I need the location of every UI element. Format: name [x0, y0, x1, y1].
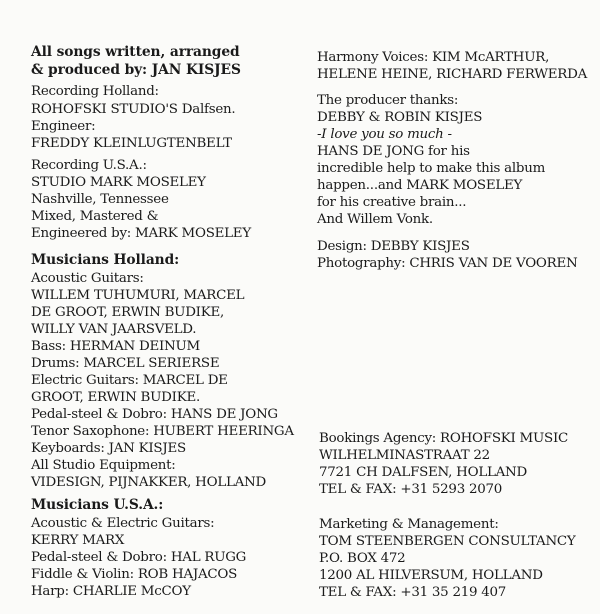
text-line: Bass: HERMAN DEINUM	[31, 339, 200, 354]
text-line: All Studio Equipment:	[31, 458, 176, 473]
text-line: DE GROOT, ERWIN BUDIKE,	[31, 305, 225, 320]
text-line: DEBBY & ROBIN KISJES	[317, 110, 483, 125]
text-line: incredible help to make this album	[317, 161, 546, 176]
text-line: Engineer:	[31, 119, 96, 134]
text-line: Photography: CHRIS VAN DE VOOREN	[317, 256, 578, 271]
text-line: 1200 AL HILVERSUM, HOLLAND	[319, 568, 543, 583]
text-line: Pedal-steel & Dobro: HANS DE JONG	[31, 407, 278, 422]
text-line: Design: DEBBY KISJES	[317, 239, 470, 254]
text-line: for his creative brain...	[317, 195, 467, 210]
text-line: All songs written, arranged	[31, 44, 240, 60]
text-line: Fiddle & Violin: ROB HAJACOS	[31, 567, 238, 582]
text-line: Bookings Agency: ROHOFSKI MUSIC	[319, 431, 568, 446]
text-line: Marketing & Management:	[319, 517, 499, 532]
text-line: WILLEM TUHUMURI, MARCEL	[31, 288, 245, 303]
text-line: Nashville, Tennessee	[31, 192, 169, 207]
text-line: HANS DE JONG for his	[317, 144, 470, 159]
text-line: STUDIO MARK MOSELEY	[31, 175, 206, 190]
text-line: Harp: CHARLIE McCOY	[31, 584, 191, 599]
text-line: GROOT, ERWIN BUDIKE.	[31, 390, 200, 405]
text-line: 7721 CH DALFSEN, HOLLAND	[319, 465, 527, 480]
text-line: TEL & FAX: +31 35 219 407	[319, 585, 507, 600]
musicians-usa-heading: Musicians U.S.A.:	[31, 497, 164, 513]
text-line: WILLY VAN JAARSVELD.	[31, 322, 197, 337]
text-line: Tenor Saxophone: HUBERT HEERINGA	[31, 424, 294, 439]
text-line: And Willem Vonk.	[317, 212, 433, 227]
text-line: Acoustic Guitars:	[31, 271, 144, 286]
text-line: FREDDY KLEINLUGTENBELT	[31, 136, 232, 151]
text-line: Acoustic & Electric Guitars:	[31, 516, 215, 531]
text-line: & produced by: JAN KISJES	[31, 62, 241, 78]
text-line: Engineered by: MARK MOSELEY	[31, 226, 251, 241]
text-line: Pedal-steel & Dobro: HAL RUGG	[31, 550, 247, 565]
text-line: ROHOFSKI STUDIO'S Dalfsen.	[31, 102, 236, 117]
text-line: P.O. BOX 472	[319, 551, 406, 566]
text-line: Mixed, Mastered &	[31, 209, 159, 224]
text-line: happen...and MARK MOSELEY	[317, 178, 523, 193]
text-line: TOM STEENBERGEN CONSULTANCY	[319, 534, 576, 549]
text-line: Keyboards: JAN KISJES	[31, 441, 186, 456]
text-line: Recording U.S.A.:	[31, 158, 147, 173]
musicians-holland-heading: Musicians Holland:	[31, 252, 180, 268]
text-line: Recording Holland:	[31, 84, 159, 99]
text-line: WILHELMINASTRAAT 22	[319, 448, 490, 463]
text-line: The producer thanks:	[317, 93, 459, 108]
text-line: HELENE HEINE, RICHARD FERWERDA	[317, 67, 588, 82]
text-line: KERRY MARX	[31, 533, 125, 548]
text-line: Harmony Voices: KIM McARTHUR,	[317, 50, 550, 65]
italic-dedication: -I love you so much -	[317, 127, 452, 142]
text-line: Electric Guitars: MARCEL DE	[31, 373, 228, 388]
text-line: VIDESIGN, PIJNAKKER, HOLLAND	[31, 475, 266, 490]
text-line: TEL & FAX: +31 5293 2070	[319, 482, 503, 497]
text-line: Drums: MARCEL SERIERSE	[31, 356, 220, 371]
